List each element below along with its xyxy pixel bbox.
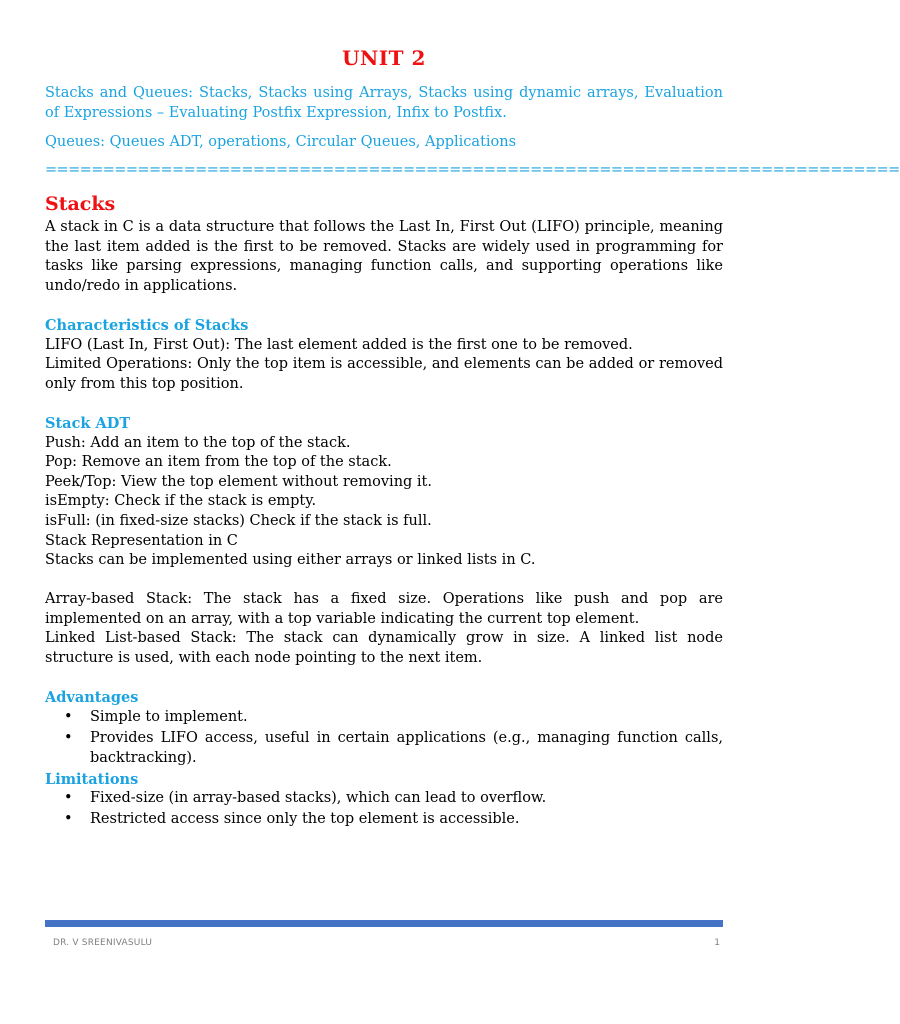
syllabus-stacks-queues: Stacks and Queues: Stacks, Stacks using Arrays, Stacks using dynamic arrays, Evaluation of Expressions – Evaluating Postfix Expression, Infix to Postfix. (45, 85, 723, 121)
limitations-heading: Limitations (45, 770, 139, 788)
content-body (45, 218, 723, 831)
syllabus-queues: Queues: Queues ADT, operations, Circular Queues, Applications (45, 134, 517, 150)
adt-isfull: isFull: (in fixed-size stacks) Check if the stack is full. (45, 512, 432, 529)
list-item: • Fixed-size (in array-based stacks), which can lead to overflow. (90, 789, 723, 809)
list-item: • Restricted access since only the top element is accessible. (90, 810, 723, 830)
stack-adt-heading: Stack ADT (45, 414, 131, 432)
limitations-list (45, 789, 723, 830)
adt-representation: Stack Representation in C (45, 532, 238, 549)
adt-push: Push: Add an item to the top of the stack. (45, 434, 351, 451)
list-item: • Simple to implement. (90, 708, 723, 728)
document-page (45, 0, 900, 1024)
advantages-heading: Advantages (45, 689, 139, 707)
adt-pop: Pop: Remove an item from the top of the stack. (45, 454, 392, 471)
adt-implementation: Stacks can be implemented using either arrays or linked lists in C. (45, 552, 536, 569)
linked-list-based-stack: Linked List-based Stack: The stack can dynamically grow in size. A linked list node structure is used, with each node pointing to the next item. (45, 630, 723, 667)
characteristic-limited: Limited Operations: Only the top item is accessible, and elements can be added or removed only from this top position. (45, 356, 723, 392)
adt-peek: Peek/Top: View the top element without removing it. (45, 473, 432, 490)
bullet-icon: • (64, 790, 73, 807)
stacks-heading: Stacks (45, 193, 116, 215)
list-item: • Provides LIFO access, useful in certain applications (e.g., managing function calls, backtracking). (64, 729, 723, 766)
bullet-icon: • (64, 708, 73, 725)
characteristics-heading: Characteristics of Stacks (45, 316, 249, 334)
array-based-stack: Array-based Stack: The stack has a fixed size. Operations like push and pop are implemented on an array, with a top variable indicating the current top element. (45, 591, 723, 627)
characteristic-lifo: LIFO (Last In, First Out): The last element added is the first one to be removed. (45, 336, 633, 353)
advantages-list (45, 708, 723, 768)
footer-bar (45, 920, 723, 927)
footer-author: DR. V SREENIVASULU (53, 938, 153, 948)
bullet-icon: • (64, 729, 73, 746)
bullet-icon: • (64, 811, 73, 828)
divider-line: ========================================================================== (45, 162, 900, 178)
stacks-intro: A stack in C is a data structure that follows the Last In, First Out (LIFO) principle, meaning the last item added is the first to be removed. Stacks are widely used in programming for tasks like parsing expressions, managing function calls, and supporting operations like undo/redo in applications. (45, 219, 723, 294)
unit-title: UNIT 2 (342, 46, 426, 70)
page-number: 1 (714, 938, 720, 948)
adt-isempty: isEmpty: Check if the stack is empty. (45, 493, 317, 510)
